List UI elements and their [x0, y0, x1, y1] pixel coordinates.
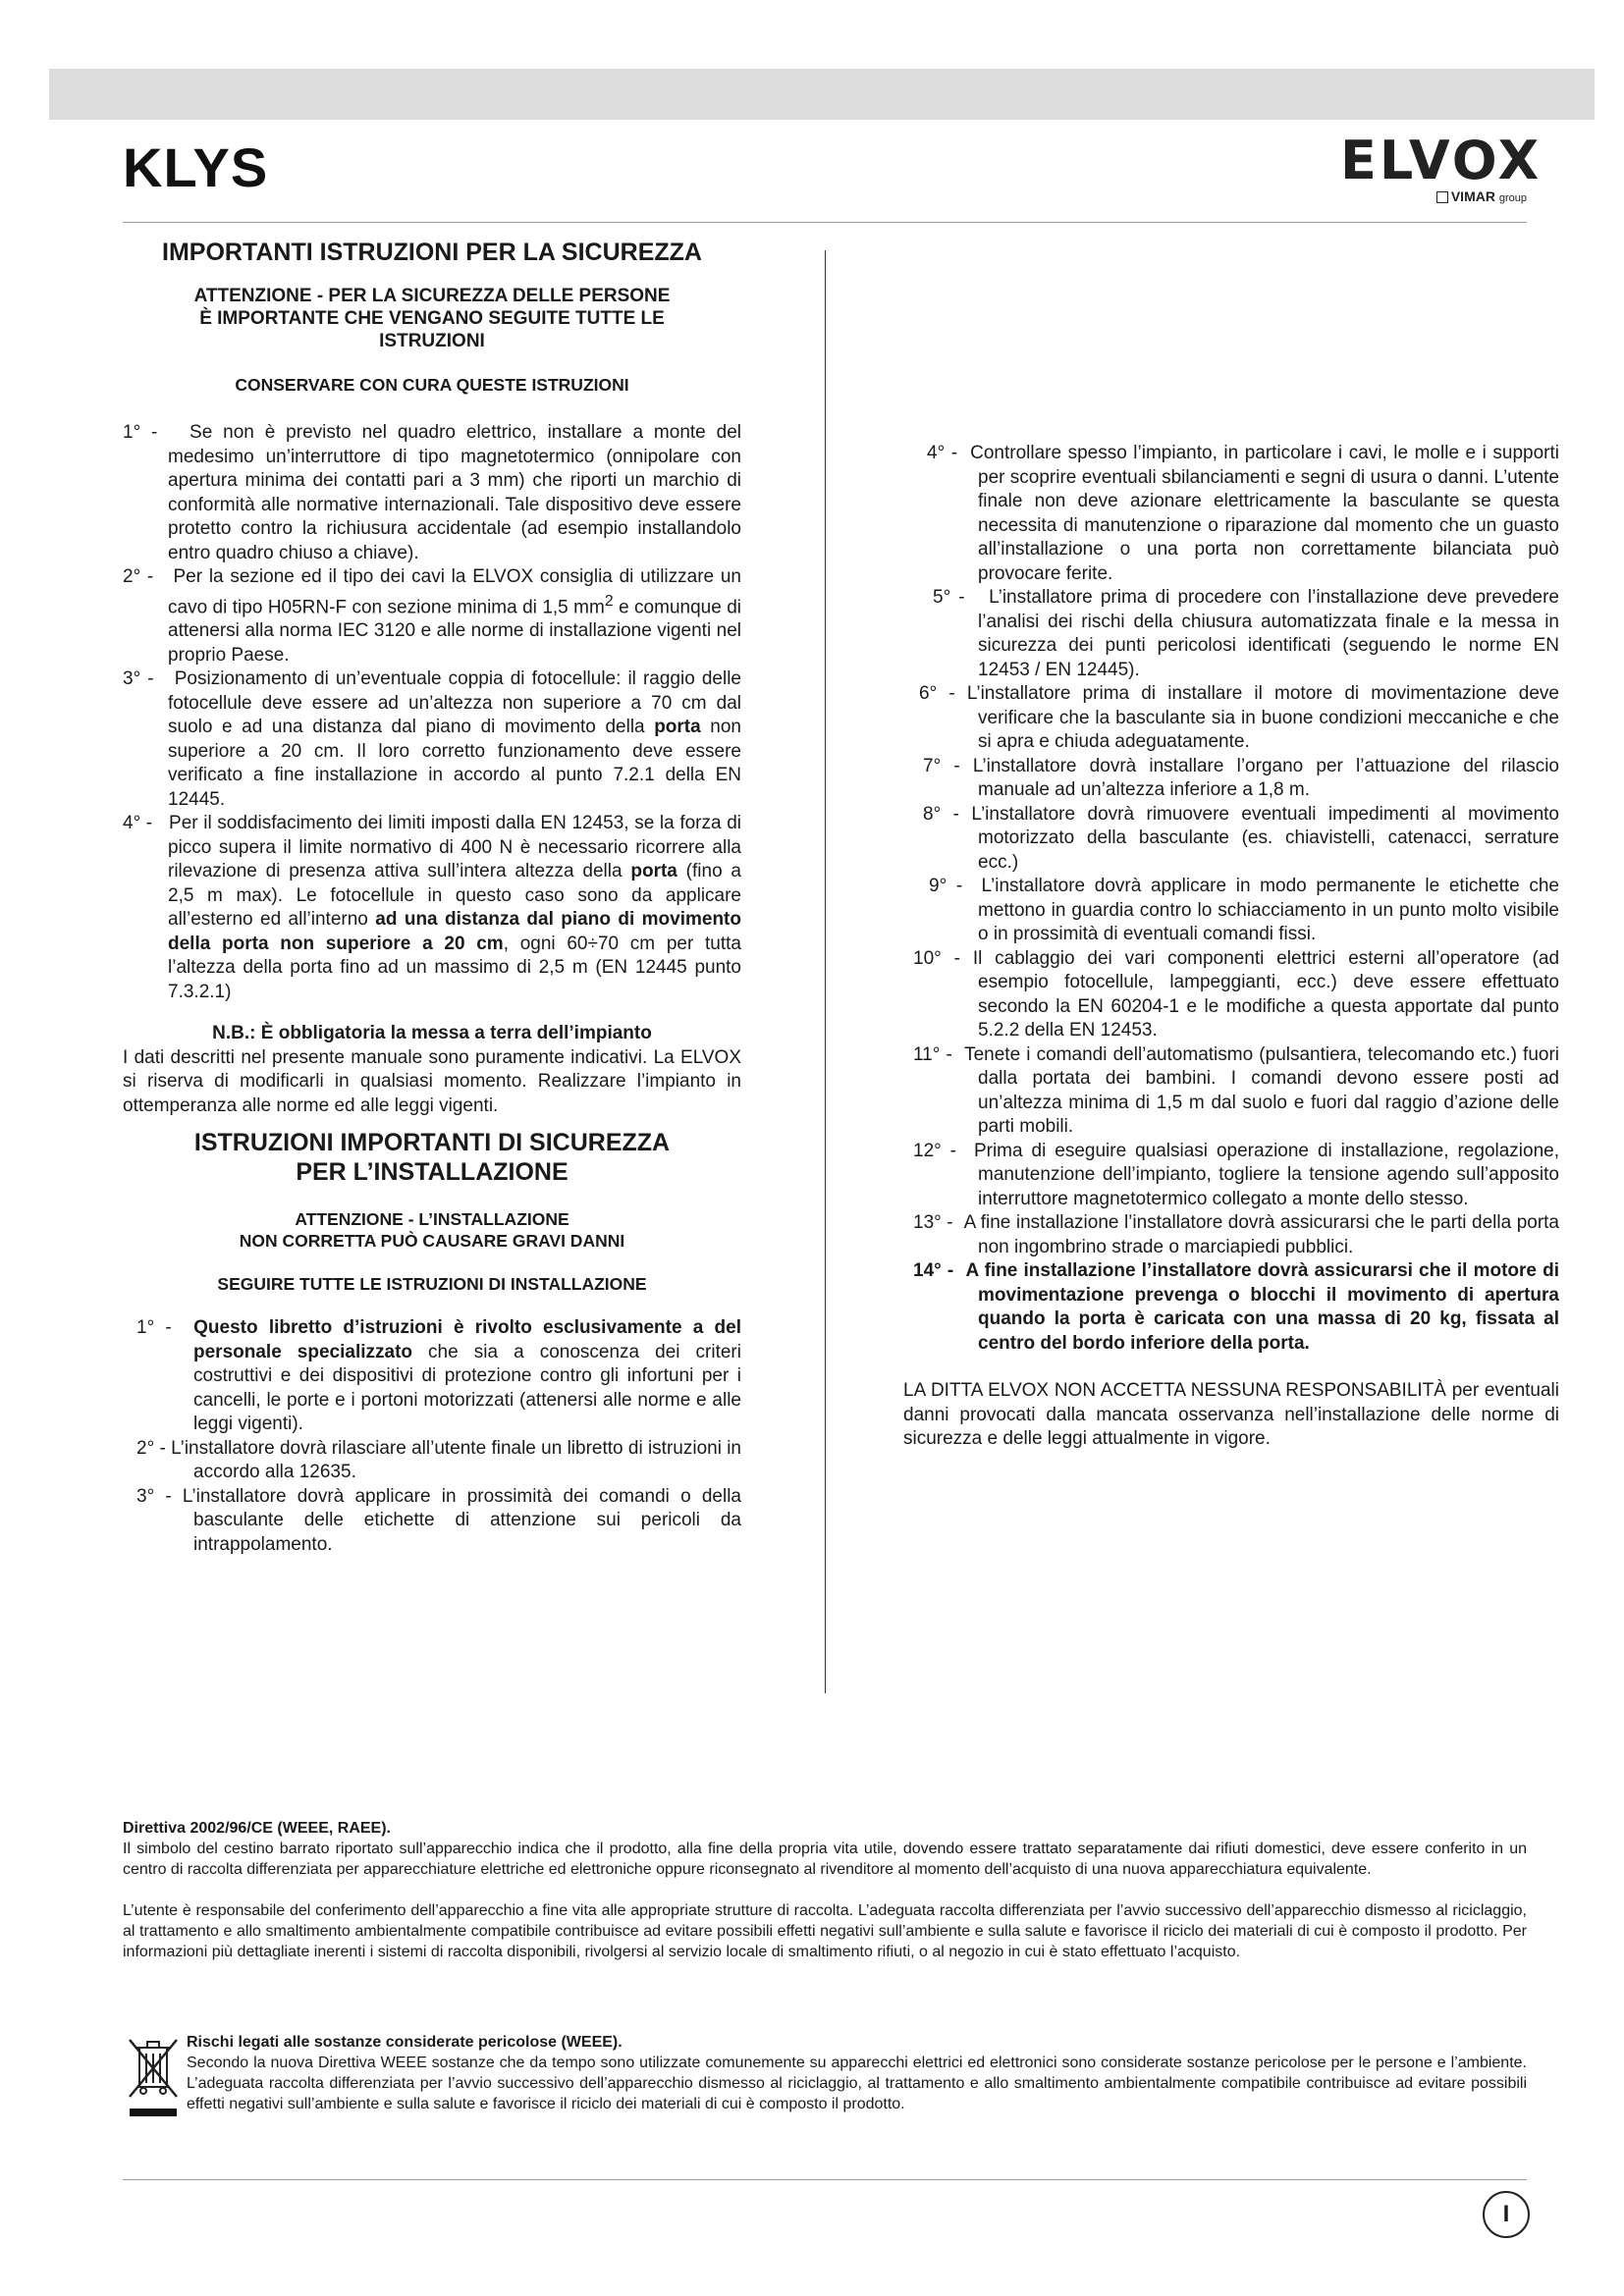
crossed-bin-icon: [126, 2034, 181, 2122]
install-title-2: PER L’INSTALLAZIONE: [296, 1158, 568, 1187]
brand-group-label: VIMAR group: [1340, 188, 1527, 204]
weee-paragraph-2: L’utente è responsabile del conferimento dell’apparecchio a fine vita alle appropriate strutture di raccolta. L’adeguata raccolta differenziata per l’avvio successivo dell’apparecchio dismesso al riciclaggio, al trattamento e allo smaltimento ambientalmente compatibile contribuisce ad evitare possibili effetti negativi sull’ambiente e sulla salute e favorisce il riciclo dei materiali di cui è composto il prodotto. Per informazioni più dettagliate inerenti i sistemi di raccolta disponibili, rivolgersi al servizio locale di smaltimento rifiuti, o al negozio in cui è stato effettuato l’acquisto.: [123, 1902, 1527, 1960]
nb-title: N.B.: È obbligatoria la messa a terra dell’impianto: [212, 1023, 652, 1044]
attention-line-2: È IMPORTANTE CHE VENGANO SEGUITE TUTTE LE: [199, 308, 665, 329]
right-item-13: 13° - A fine installazione l’installatore dovrà assicurarsi che le parti della porta non ingombrino strade o marciapiedi pubblici.: [913, 1212, 1559, 1257]
install-item-2: 2° - L’installatore dovrà rilasciare all’utente finale un libretto di istruzioni in accordo alla 12635.: [136, 1437, 741, 1483]
list-item-4: 4° - Per il soddisfacimento dei limiti imposti dalla EN 12453, se la forza di picco supera il limite normativo di 400 N è necessario ricorrere alla rilevazione di presenza attiva sull’intera altezza della porta (fino a 2,5 m max). Le fotocellule in questo caso sono da applicare all’esterno ed all’interno ad una distanza dal piano di movimento della porta non superiore a 20 cm, ogni 60÷70 cm per tutta l’altezza della porta fino ad un massimo di 2,5 m (EN 12445 punto 7.3.2.1): [123, 813, 741, 1002]
weee-title: Direttiva 2002/96/CE (WEEE, RAEE).: [123, 1820, 391, 1837]
right-item-11: 11° - Tenete i comandi dell’automatismo (pulsantiera, telecomando etc.) fuori dalla portata dei bambini. I comandi devono essere posti ad un’altezza minima di 1,5 m dal suolo e fuori dal raggio d’azione delle parti mobili.: [913, 1043, 1559, 1137]
weee-paragraph-1: Il simbolo del cestino barrato riportato sull’apparecchio indica che il prodotto, alla fine della propria vita utile, dovendo essere trattato separatamente dai rifiuti domestici, deve essere conferito in un centro di raccolta differenziata per apparecchiature elettriche ed elettroniche oppure riconsegnato al rivenditore al momento dell’acquisto di una nuova apparecchiatura equivalente.: [123, 1841, 1527, 1878]
right-item-14: 14° - A fine installazione l’installatore dovrà assicurarsi che il motore di movimentazione prevenga o blocchi il movimento di apertura quando la porta è caricata con una massa di 20 kg, fissata al centro del bordo inferiore della porta.: [913, 1260, 1559, 1354]
disclaimer: LA DITTA ELVOX NON ACCETTA NESSUNA RESPONSABILITÀ per eventuali danni provocati dalla mancata osservanza nell’installazione delle norme di sicurezza e delle leggi attualmente in vigore.: [903, 1380, 1559, 1449]
install-title-1: ISTRUZIONI IMPORTANTI DI SICUREZZA: [193, 1129, 671, 1157]
risk-section: [187, 2032, 1527, 2114]
keep-instructions: CONSERVARE CON CURA QUESTE ISTRUZIONI: [235, 375, 629, 395]
product-title: KLYS: [123, 136, 269, 198]
right-item-10: 10° - Il cablaggio dei vari componenti elettrici esterni all’operatore (ad esempio fotocellule, lampeggianti, ecc.) deve essere effettuato secondo la EN 60204-1 e le modifiche a questa apportate dal punto 5.2.2 della EN 12453.: [913, 947, 1560, 1041]
install-item-1: 1° - Questo libretto d’istruzioni è rivolto esclusivamente a del personale specializzato che sia a conoscenza dei criteri costruttivi e dei dispositivi di protezione contro gli infortuni per i cancelli, le porte e i portoni motorizzati (attenersi alle norme e alle leggi vigenti).: [136, 1317, 741, 1435]
right-item-7: 7° - L’installatore dovrà installare l’organo per l’attuazione del rilascio manuale ad un’altezza inferiore a 1,8 m.: [923, 755, 1560, 800]
risk-paragraph: Secondo la nuova Direttiva WEEE sostanze che da tempo sono utilizzate comunemente su apparecchi elettrici ed elettronici sono considerate sostanze pericolose per le persone e l’ambiente. L’adeguata raccolta differenziata per l’avvio successivo dell’apparecchio dismesso al riciclaggio, al trattamento e allo smaltimento ambientalmente compatibile contribuisce ad evitare possibili effetti negativi sull’ambiente e sulla salute e favorisce il riciclo dei materiali di cui è composto il prodotto.: [187, 2055, 1527, 2112]
header-divider: [123, 222, 1527, 223]
brand-wordmark: ELVOX: [1340, 130, 1543, 191]
page-number: I: [1483, 2191, 1530, 2238]
nb-text: I dati descritti nel presente manuale sono puramente indicativi. La ELVOX si riserva di modificarli in qualsiasi momento. Realizzare l’impianto in ottemperanza alle norme ed alle leggi vigenti.: [123, 1046, 741, 1116]
install-item-3: 3° - L’installatore dovrà applicare in prossimità dei comandi o della basculante delle etichette di attenzione sui pericoli da intrappolamento.: [136, 1485, 741, 1555]
footer-divider: [123, 2179, 1527, 2180]
column-divider: [825, 250, 826, 1693]
right-item-8: 8° - L’installatore dovrà rimuovere eventuali impedimenti al movimento motorizzato della basculante (es. chiavistelli, catenacci, serrature ecc.): [923, 803, 1559, 873]
right-item-9: 9° - L’installatore dovrà applicare in modo permanente le etichette che mettono in guardia contro lo schiacciamento in un punto molto visibile o in prossimità di eventuali comandi fissi.: [929, 876, 1559, 944]
right-item-6: 6° - L’installatore prima di installare il motore di movimentazione deve verificare che la basculante sia in buone condizioni meccaniche e che si apra e chiuda adeguatamente.: [919, 683, 1559, 752]
header-band: [49, 69, 1595, 120]
safety-title: IMPORTANTI ISTRUZIONI PER LA SICUREZZA: [162, 239, 702, 266]
list-item-2: 2° - Per la sezione ed il tipo dei cavi la ELVOX consiglia di utilizzare un cavo di tipo H05RN-F con sezione minima di 1,5 $mm^2$ e comunque di attenersi alla norma IEC 3120 e alle norme di installazione vigenti nel proprio Paese.: [123, 566, 741, 666]
risk-title: Rischi legati alle sostanze considerate pericolose (WEEE).: [187, 2034, 623, 2051]
right-item-12: 12° - Prima di eseguire qualsiasi operazione di installazione, regolazione, manutenzione dell’impianto, togliere la tensione agendo sull’apposito interruttore magnetotermico collegato a monte dello stesso.: [913, 1140, 1559, 1209]
attention-line-3: ISTRUZIONI: [379, 331, 485, 351]
left-column: [123, 238, 741, 1557]
attention2-line-1: ATTENZIONE - L’INSTALLAZIONE: [295, 1209, 569, 1230]
attention-line-1: ATTENZIONE - PER LA SICUREZZA DELLE PERSONE: [193, 286, 671, 306]
brand-logo: [1340, 130, 1543, 210]
follow-instructions: SEGUIRE TUTTE LE ISTRUZIONI DI INSTALLAZIONE: [217, 1274, 647, 1295]
list-item-3: 3° - Posizionamento di un’eventuale coppia di fotocellule: il raggio delle fotocellule deve essere ad un’altezza non superiore a 70 cm dal suolo e ad una distanza dal piano di movimento della porta non superiore a 20 cm. Il loro corretto funzionamento deve essere verificato a fine installazione in accordo al punto 7.2.1 della EN 12445.: [123, 668, 741, 810]
list-item-1: 1° - Se non è previsto nel quadro elettrico, installare a monte del medesimo un’interruttore di tipo magnetotermico (onnipolare con apertura minima dei contatti pari a 3 mm) che riporti un marchio di conformità alle normative internazionali. Tale dispositivo deve essere protetto contro la richiusura accidentale (ad esempio installandolo entro quadro chiuso a chiave).: [123, 422, 741, 563]
right-item-5: 5° - L’installatore prima di procedere con l’installazione deve prevedere l’analisi dei rischi della chiusura automatizzata finale e la messa in sicurezza dei punti pericolosi identificati (seguendo le norme EN 12453 / EN 12445).: [933, 587, 1559, 680]
attention2-line-2: NON CORRETTA PUÒ CAUSARE GRAVI DANNI: [239, 1231, 625, 1252]
right-column: [903, 442, 1560, 1452]
right-item-4: 4° - Controllare spesso l’impianto, in particolare i cavi, le molle e i supporti per scoprire eventuali sbilanciamenti e segni di usura o danni. L’utente finale non deve azionare elettricamente la basculante se questa necessita di manutenzione o riparazione dal momento che un guasto all’installazione o una porta non correttamente bilanciata può provocare ferite.: [927, 443, 1559, 584]
vimar-box-icon: [1436, 191, 1448, 203]
weee-section: [123, 1818, 1527, 1962]
